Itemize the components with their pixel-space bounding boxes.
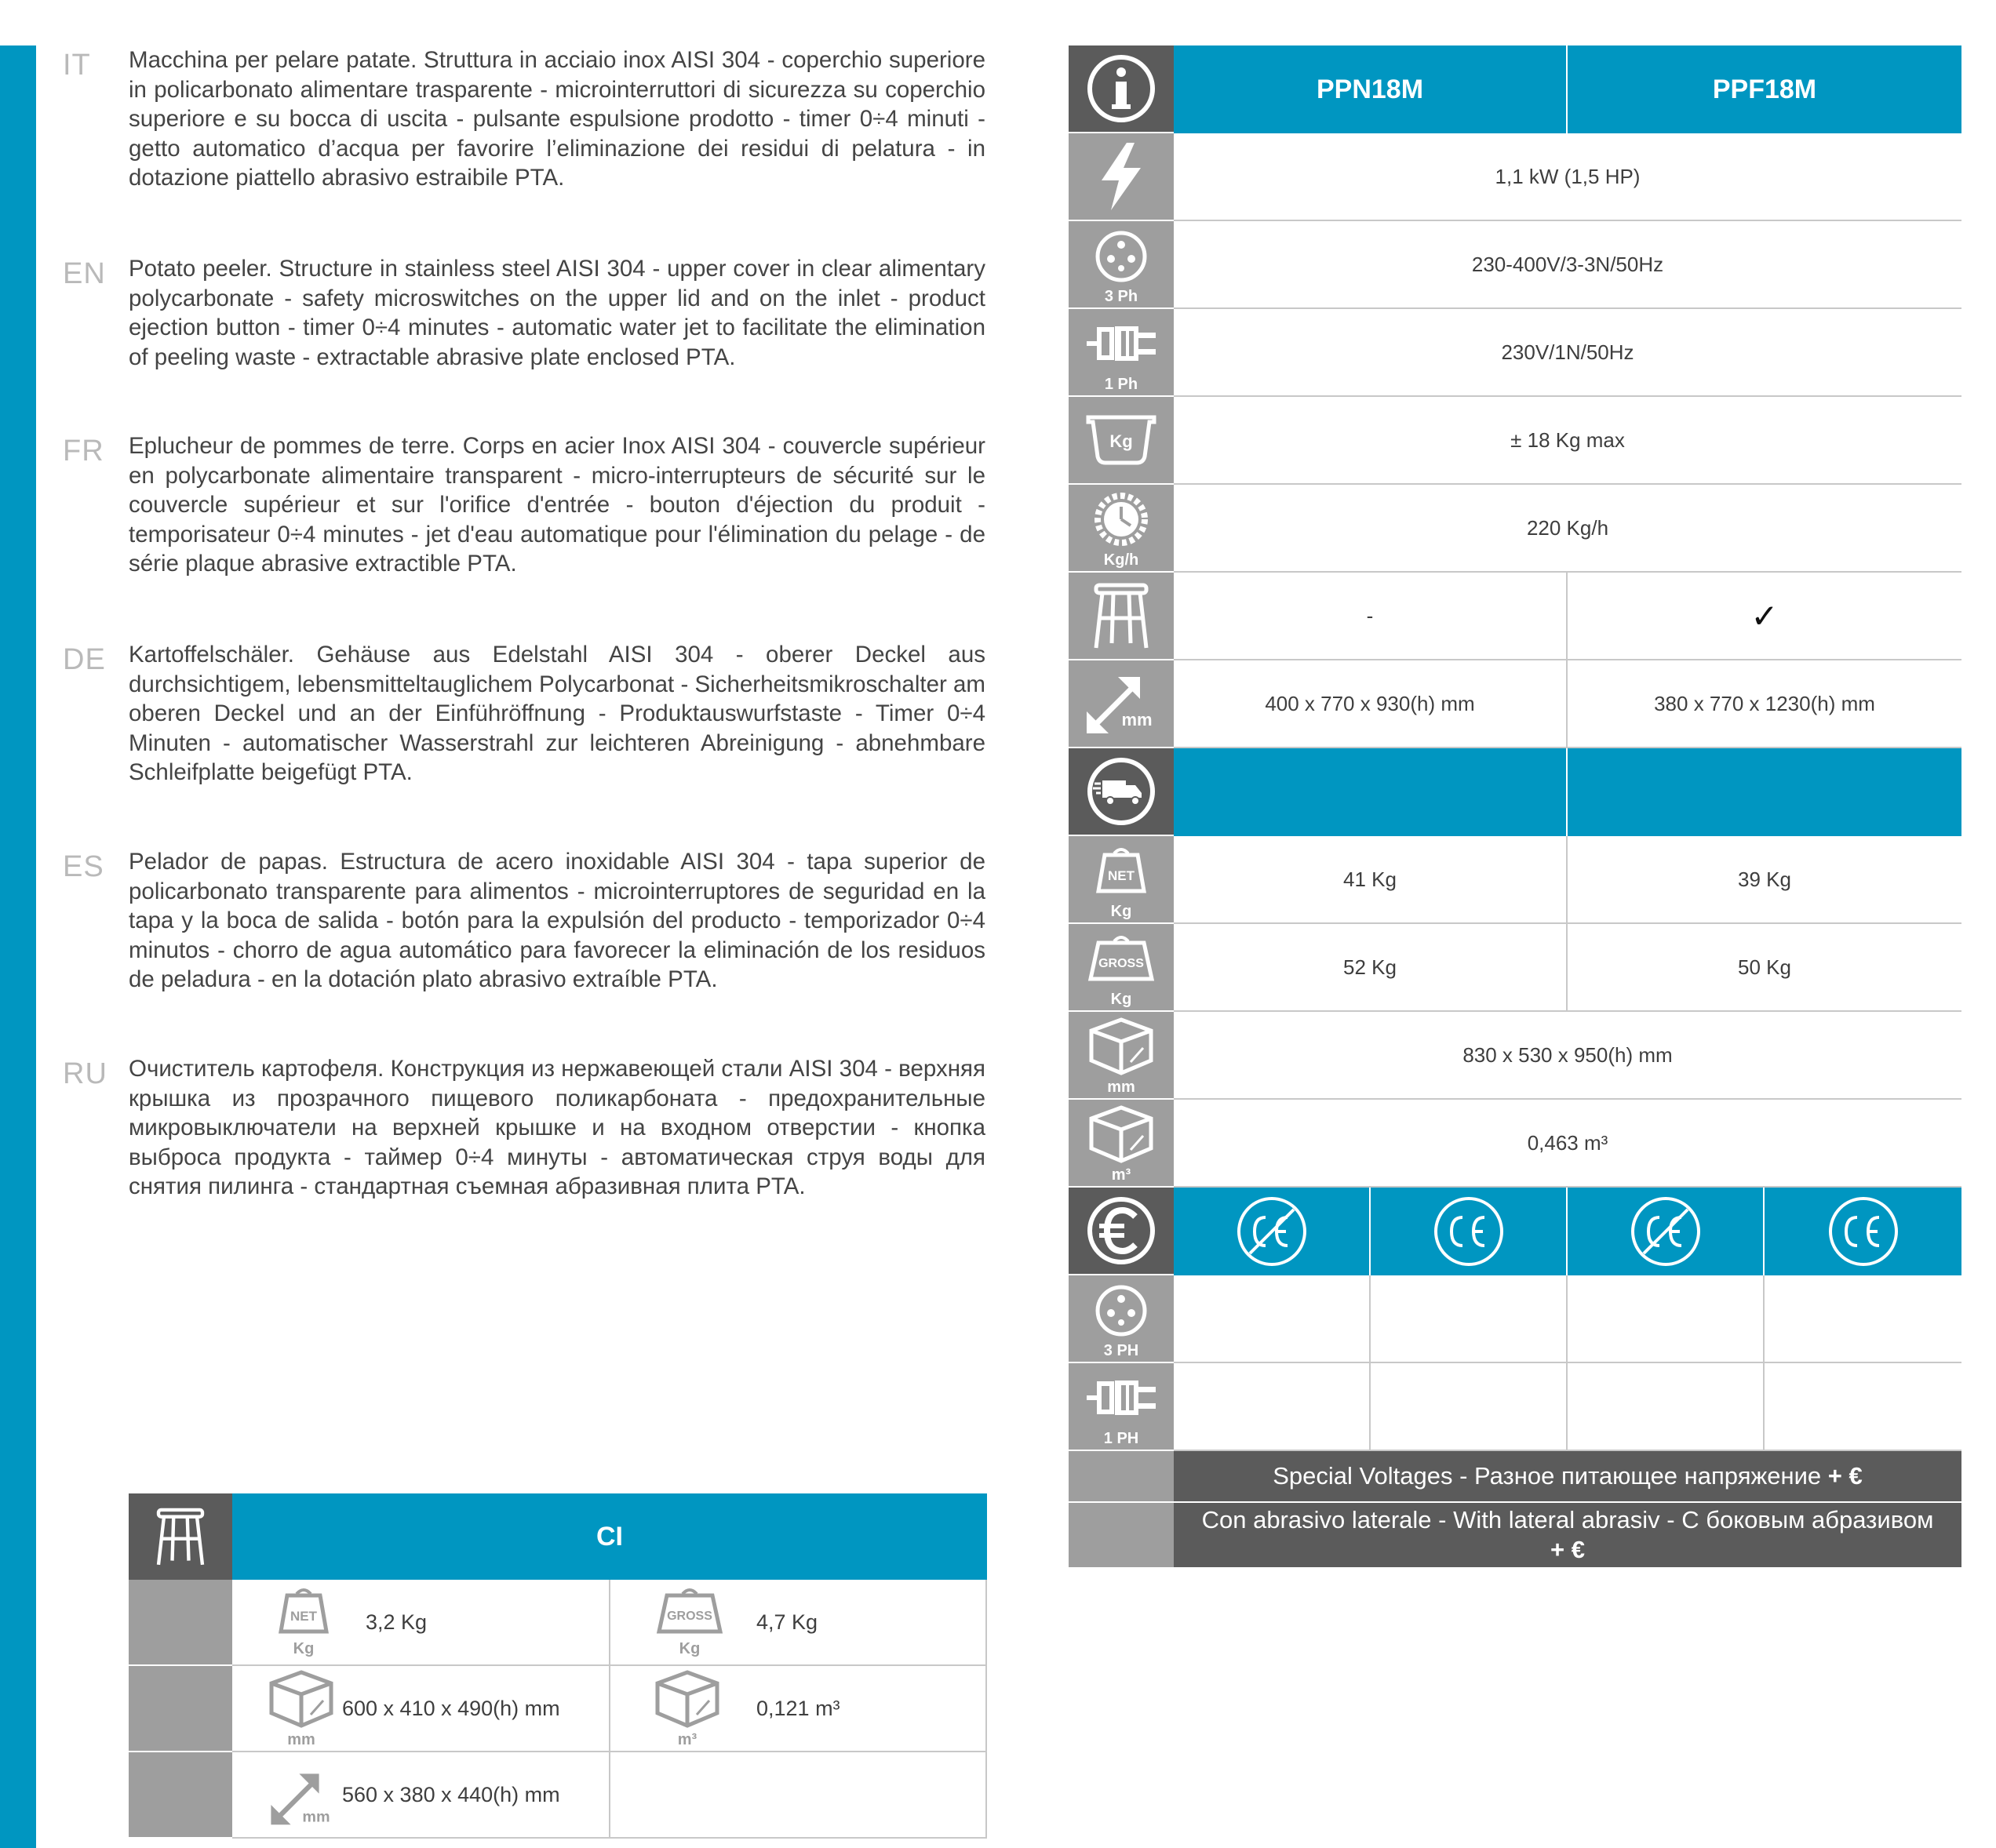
- lateral-abrasive-text: Con abrasivo laterale - With lateral abrasiv - С боковым абразивом: [1201, 1506, 1934, 1533]
- special-voltages-suffix: + €: [1827, 1462, 1863, 1490]
- paragraph-en: [63, 254, 989, 380]
- stand-icon: [153, 1505, 208, 1568]
- spec-row-dimensions: [1069, 660, 1961, 748]
- lightning-icon: [1094, 141, 1149, 212]
- icon-cell: [1069, 309, 1174, 397]
- delivery-header-cell: [1174, 748, 1568, 836]
- language-code: IT: [63, 49, 91, 82]
- icon-cell: [1069, 660, 1174, 748]
- icon-cell: [1069, 1188, 1174, 1275]
- special-voltages-note: [1174, 1451, 1961, 1503]
- three-phase-plug-icon: [1094, 1283, 1149, 1338]
- paragraph-text: Macchina per pelare patate. Struttura in acciaio inox AISI 304 - coperchio superiore in policarbonato alimentare trasparente - microinterruttori di sicurezza su coperchio superiore e su bocca di uscita - pulsante espulsione prodotto - timer 0÷4 minuti - getto automatico d’acqua per favorire l’eliminazione dei residui di pelatura - in dotazione piattello abrasivo estraibile PTA.: [129, 47, 985, 191]
- spec-row-voltage-3ph: [1069, 221, 1961, 309]
- spec-row-lateral-abrasive: [1069, 1503, 1961, 1569]
- ce-mark-icon: [1826, 1194, 1901, 1269]
- icon-cell: [1069, 573, 1174, 660]
- voltage-3ph-value: 230-400V/3-3N/50Hz: [1174, 221, 1961, 309]
- net-weight-icon: [1094, 846, 1149, 896]
- icon-cell: [1069, 485, 1174, 573]
- power-value: 1,1 kW (1,5 HP): [1174, 133, 1961, 221]
- spec-row-voltage-1ph: [1069, 309, 1961, 397]
- ci-gross-weight-value: 4,7 Kg: [756, 1610, 818, 1634]
- spec-price-header: [1069, 1188, 1961, 1275]
- ce-cell: [1174, 1188, 1371, 1275]
- special-voltages-text: Special Voltages - Разное питающее напряжение: [1273, 1462, 1822, 1490]
- price-cell: [1174, 1275, 1371, 1363]
- ci-dimensions-value: 560 x 380 x 440(h) mm: [342, 1782, 560, 1806]
- lateral-abrasive-suffix: + €: [1550, 1536, 1585, 1563]
- dimensions-value: 380 x 770 x 1230(h) mm: [1568, 660, 1961, 748]
- spec-row-volume: [1069, 1100, 1961, 1188]
- production-value: 220 Kg/h: [1174, 485, 1961, 573]
- gross-weight-icon: [654, 1586, 725, 1660]
- icon-label: 1 Ph: [1104, 376, 1138, 393]
- spec-row-power: [1069, 133, 1961, 221]
- ci-packing-dimensions-cell: [232, 1666, 610, 1752]
- dimensions-value: 400 x 770 x 930(h) mm: [1174, 660, 1568, 748]
- paragraph-text: Pelador de papas. Estructura de acero inoxidable AISI 304 - tapa superior de policarbonato transparente para alimentos - microinterruptores de seguridad en la tapa y la boca de salida - botón para la expulsión del producto - temporizador 0÷4 minutos - chorro de agua automático para favorecer la eliminación de los residuos de peladura - en la dotación plato abrasivo extraíble PTA.: [129, 849, 985, 992]
- spec-row-net-weight: [1069, 836, 1961, 924]
- icon-cell: [1069, 1275, 1174, 1363]
- package-box-icon: [654, 1669, 720, 1748]
- model-header: PPN18M: [1174, 45, 1568, 133]
- three-phase-plug-icon: [1094, 229, 1149, 284]
- net-weight-value: 41 Kg: [1174, 836, 1568, 924]
- icon-label: 1 PH: [1103, 1430, 1139, 1447]
- lateral-abrasive-note: [1174, 1503, 1961, 1569]
- ci-title: CI: [232, 1493, 987, 1580]
- package-box-icon: [268, 1669, 334, 1748]
- paragraph-text: Kartoffelschäler. Gehäuse aus Edelstahl AISI 304 - oberer Deckel aus durchsichtigem, lebensmitteltauglichem Polycarbonat - Sicherheitsmikroschalter am oberen Deckel und an der Einführöffnung - Produktauswurfstaste - Timer 0÷4 Minuten - automatischer Wasserstrahl zur leichteren Abreinigung - abnehmbare Schleifplatte beigefügt PTA.: [129, 642, 985, 785]
- spec-delivery-header: [1069, 748, 1961, 836]
- ci-volume-value: 0,121 m³: [756, 1696, 840, 1720]
- icon-label: m³: [1111, 1166, 1131, 1184]
- spec-row-price-1ph: [1069, 1363, 1961, 1451]
- icon-label: mm: [287, 1731, 315, 1748]
- spec-row-production: [1069, 485, 1961, 573]
- ci-empty-cell: [610, 1752, 987, 1839]
- paragraph-fr: [63, 431, 989, 588]
- model-header: PPF18M: [1568, 45, 1961, 133]
- icon-cell: [1069, 924, 1174, 1012]
- icon-label: Kg: [679, 1640, 701, 1657]
- icon-label: NET: [1108, 868, 1135, 883]
- ce-crossed-icon: [1628, 1194, 1703, 1269]
- package-box-icon: [1088, 1017, 1154, 1076]
- icon-label: Kg: [293, 1640, 315, 1657]
- icon-label: 3 PH: [1103, 1342, 1139, 1359]
- paragraph-text: Potato peeler. Structure in stainless steel AISI 304 - upper cover in clear alimentary polycarbonate - safety microswitches on the upper lid and on the inlet - product ejection button - timer 0÷4 minutes - automatic water jet to facilitate the elimination of peeling waste - extractable abrasive plate enclosed PTA.: [129, 256, 985, 370]
- spec-row-packing-dimensions: [1069, 1012, 1961, 1100]
- delivery-header-cell: [1568, 748, 1961, 836]
- volume-value: 0,463 m³: [1174, 1100, 1961, 1188]
- icon-label: mm: [1107, 1079, 1135, 1096]
- paragraph-text: Очиститель картофеля. Конструкция из нержавеющей стали AISI 304 - верхняя крышка из прозрачного пищевого поликарбоната - предохранительные микровыключатели на верхней крышке и на входном отверстии - кнопка выброса продукта - таймер 0÷4 минуты - автоматическая струя воды для снятия пилинга - стандартная съемная абразивная плита PTA.: [129, 1056, 985, 1199]
- icon-cell: [1069, 748, 1174, 836]
- language-code: DE: [63, 643, 106, 676]
- dimensions-arrow-icon: [1082, 671, 1160, 737]
- icon-cell: [1069, 1503, 1174, 1569]
- gross-weight-icon: [1086, 933, 1156, 984]
- language-code: FR: [63, 435, 104, 467]
- icon-cell: [1069, 1100, 1174, 1188]
- icon-cell: [1069, 1451, 1174, 1503]
- paragraph-de: [63, 640, 989, 797]
- info-icon: [1085, 53, 1157, 125]
- gray-cell: [129, 1666, 232, 1752]
- icon-cell: [1069, 1012, 1174, 1100]
- ci-packing-dimensions-value: 600 x 410 x 490(h) mm: [342, 1696, 560, 1720]
- ci-gross-weight-cell: [610, 1580, 987, 1666]
- icon-label: Kg: [1110, 903, 1132, 920]
- gray-cell: [129, 1752, 232, 1839]
- production-gear-icon: [1091, 489, 1151, 549]
- icon-label: GROSS: [667, 1610, 712, 1623]
- info-icon-cell: [1069, 45, 1174, 133]
- spec-header-row: [1069, 45, 1961, 133]
- spec-row-stand: [1069, 573, 1961, 660]
- spec-row-load: [1069, 397, 1961, 485]
- single-phase-plug-icon: [1084, 1374, 1159, 1421]
- ce-cell: [1568, 1188, 1765, 1275]
- spec-row-price-3ph: [1069, 1275, 1961, 1363]
- icon-label: GROSS: [1098, 957, 1144, 970]
- ce-mark-icon: [1431, 1194, 1506, 1269]
- stand-icon: [1090, 580, 1153, 651]
- price-cell: [1568, 1363, 1765, 1451]
- icon-label: m³: [677, 1731, 698, 1748]
- icon-cell: [129, 1493, 232, 1580]
- ce-crossed-icon: [1234, 1194, 1309, 1269]
- price-cell: [1765, 1363, 1961, 1451]
- price-cell: [1371, 1363, 1568, 1451]
- price-cell: [1568, 1275, 1765, 1363]
- ci-net-weight-cell: [232, 1580, 610, 1666]
- stand-value: ✓: [1568, 573, 1961, 660]
- delivery-truck-icon: [1085, 755, 1157, 828]
- language-code: ES: [63, 850, 104, 883]
- left-accent-bar: [0, 45, 36, 1848]
- icon-cell: [1069, 836, 1174, 924]
- icon-cell: [1069, 133, 1174, 221]
- language-code: RU: [63, 1057, 107, 1090]
- icon-cell: [1069, 397, 1174, 485]
- voltage-1ph-value: 230V/1N/50Hz: [1174, 309, 1961, 397]
- gross-weight-value: 50 Kg: [1568, 924, 1961, 1012]
- paragraph-text: Eplucheur de pommes de terre. Corps en acier Inox AISI 304 - couvercle supérieur en polycarbonate alimentaire transparent - micro-interrupteurs de sécurité sur le couvercle supérieur et sur l'orifice d'entrée - bouton d'éjection du produit - temporisateur 0÷4 minutes - jet d'eau automatique pour l'élimination du pelage - de série plaque abrasive extractible PTA.: [129, 433, 985, 577]
- net-weight-value: 39 Kg: [1568, 836, 1961, 924]
- icon-label: mm: [1121, 710, 1153, 729]
- language-code: EN: [63, 257, 106, 290]
- paragraph-it: [63, 45, 989, 202]
- ci-net-weight-value: 3,2 Kg: [366, 1610, 428, 1634]
- ce-cell: [1765, 1188, 1961, 1275]
- spec-row-gross-weight: [1069, 924, 1961, 1012]
- ci-dimensions-cell: [232, 1752, 610, 1839]
- packing-dimensions-value: 830 x 530 x 950(h) mm: [1174, 1012, 1961, 1100]
- ce-cell: [1371, 1188, 1568, 1275]
- price-cell: [1371, 1275, 1568, 1363]
- net-weight-icon: [276, 1586, 331, 1660]
- spec-row-special-voltages: [1069, 1451, 1961, 1503]
- icon-label: Kg: [1110, 991, 1132, 1008]
- ci-volume-cell: [610, 1666, 987, 1752]
- price-cell: [1174, 1363, 1371, 1451]
- euro-icon: [1085, 1195, 1157, 1267]
- icon-label: mm: [302, 1808, 330, 1826]
- icon-label: Kg/h: [1103, 551, 1139, 569]
- weight-bowl-icon: [1082, 413, 1160, 467]
- stand-value: -: [1174, 573, 1568, 660]
- dimensions-arrow-icon: [267, 1765, 337, 1831]
- icon-label: 3 Ph: [1104, 288, 1138, 305]
- paragraph-es: [63, 847, 989, 1004]
- single-phase-plug-icon: [1084, 320, 1159, 367]
- gross-weight-value: 52 Kg: [1174, 924, 1568, 1012]
- price-cell: [1765, 1275, 1961, 1363]
- icon-cell: [1069, 221, 1174, 309]
- paragraph-ru: [63, 1054, 989, 1211]
- icon-label: NET: [290, 1609, 317, 1624]
- gray-cell: [129, 1580, 232, 1666]
- load-value: ± 18 Kg max: [1174, 397, 1961, 485]
- package-box-icon: [1088, 1104, 1154, 1164]
- icon-label: Kg: [1109, 431, 1133, 451]
- icon-cell: [1069, 1363, 1174, 1451]
